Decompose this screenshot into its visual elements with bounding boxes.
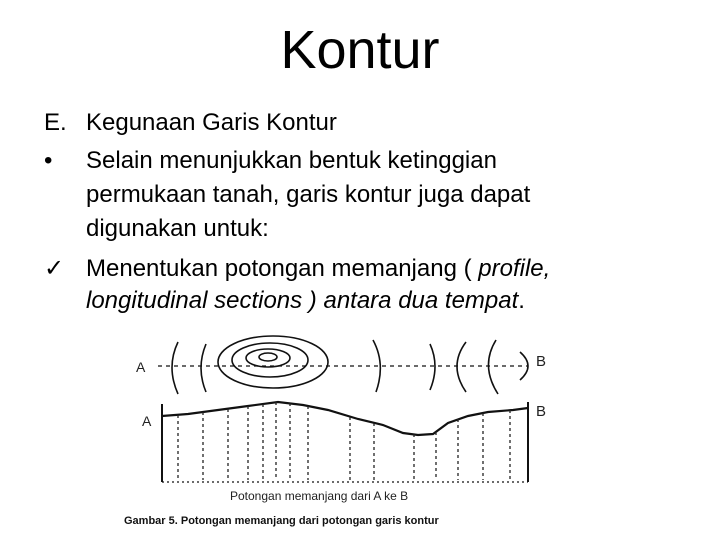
profile-section — [162, 402, 528, 482]
check-line-1 — [86, 254, 686, 284]
check-line-1-normal: Menentukan potongan memanjang ( — [86, 255, 479, 282]
contour-arc — [201, 344, 206, 392]
label-b-top: B — [536, 353, 547, 370]
contour-ring — [246, 349, 290, 367]
bullet-dot: • — [44, 147, 53, 174]
bullet-line-2: permukaan tanah, garis kontur juga dapat — [86, 181, 531, 208]
contour-profile-figure — [118, 322, 593, 533]
label-a-bottom: A — [142, 413, 152, 429]
check-line-2-italic: longitudinal sections ) antara dua tempat — [86, 287, 519, 314]
slide-title: Kontur — [280, 20, 440, 80]
label-b-bottom: B — [536, 403, 547, 420]
contour-map — [158, 336, 528, 394]
check-line-2-normal: . — [518, 287, 525, 314]
bullet-line-3: digunakan untuk: — [86, 215, 269, 242]
contour-arc — [430, 344, 435, 390]
label-a-top: A — [136, 359, 146, 375]
check-line-1-italic: profile, — [478, 255, 551, 282]
contour-ring — [259, 353, 277, 361]
profile-curve — [162, 402, 528, 435]
figure-caption: Gambar 5. Potongan memanjang dari potongan garis kontur — [124, 515, 439, 527]
check-line-2 — [86, 286, 686, 316]
checkmark-icon: ✓ — [44, 255, 65, 282]
contour-arc — [488, 340, 498, 394]
profile-caption: Potongan memanjang dari A ke B — [230, 489, 409, 503]
contour-arc — [172, 342, 178, 394]
contour-ring — [232, 343, 308, 377]
contour-arc — [457, 342, 466, 392]
bullet-line-1: Selain menunjukkan bentuk ketinggian — [86, 147, 497, 174]
heading-marker: E. — [44, 109, 67, 136]
figure-svg — [118, 322, 593, 533]
heading-text: Kegunaan Garis Kontur — [86, 109, 337, 136]
